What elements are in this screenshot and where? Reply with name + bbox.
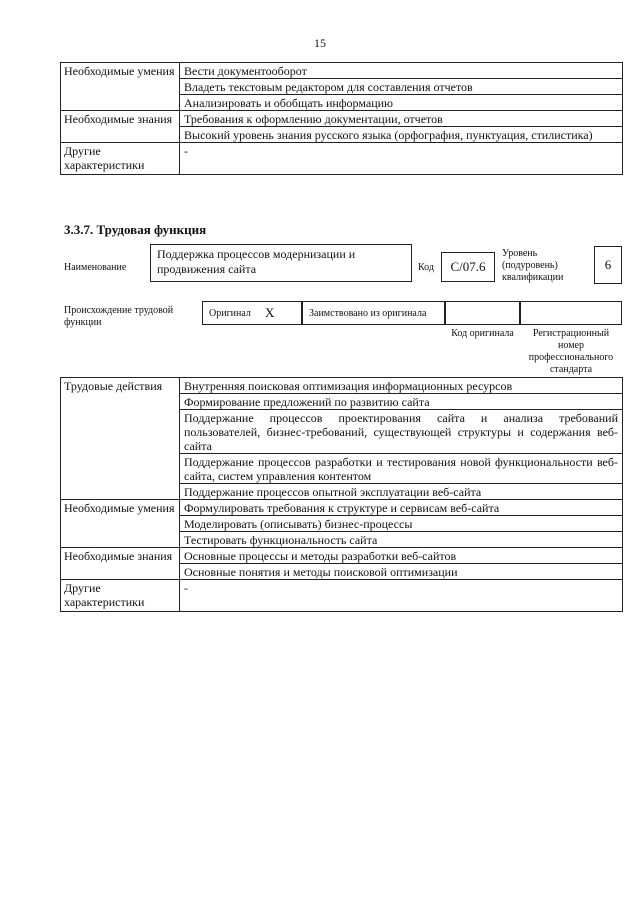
item-cell: Формулировать требования к структуре и сервисам веб-сайта — [180, 500, 623, 516]
item-cell: Внутренняя поисковая оптимизация информационных ресурсов — [180, 378, 623, 394]
table-row — [61, 378, 623, 394]
page-number: 15 — [314, 36, 326, 50]
original-label: Оригинал — [209, 308, 251, 319]
original-box — [202, 301, 302, 325]
code-label: Код — [418, 262, 434, 273]
level-label: Уровень (подуровень) квалификации — [502, 248, 564, 283]
original-mark: X — [265, 305, 275, 320]
function-name-box — [150, 244, 412, 282]
code-original-label: Код оригинала — [451, 328, 514, 339]
category-cell: Другие характеристики — [61, 143, 180, 175]
item-cell: Вести документооборот — [180, 63, 623, 79]
item-cell: Поддержание процессов разработки и тестирования новой функциональности веб-сайта, систем управления контентом — [180, 454, 623, 484]
origin-label: Происхождение трудовой функции — [64, 305, 174, 328]
section-title: 3.3.7. Трудовая функция — [64, 222, 207, 237]
item-cell: Моделировать (описывать) бизнес-процессы — [180, 516, 623, 532]
category-cell: Трудовые действия — [61, 378, 180, 500]
code-original-box — [445, 301, 520, 325]
category-cell: Другие характеристики — [61, 580, 180, 612]
item-cell: Требования к оформлению документации, отчетов — [180, 111, 623, 127]
item-cell: Высокий уровень знания русского языка (орфография, пунктуация, стилистика) — [180, 127, 623, 143]
code-box — [441, 252, 495, 282]
table-row — [61, 63, 623, 79]
reg-number-label: Регистрационный номер профессионального стандарта — [528, 328, 614, 375]
name-label: Наименование — [64, 262, 127, 273]
category-cell: Необходимые умения — [61, 63, 180, 111]
table-row — [61, 500, 623, 516]
function-name-value: Поддержка процессов модернизации и продвижения сайта — [157, 247, 356, 276]
table-row — [61, 111, 623, 127]
table-row — [61, 548, 623, 564]
reg-number-box — [520, 301, 622, 325]
item-cell: - — [180, 580, 623, 612]
category-cell: Необходимые знания — [61, 548, 180, 580]
item-cell: Поддержание процессов проектирования сайта и анализа требований пользователей, бизнес-требований, существующей структуры и содержания веб-сайта — [180, 410, 623, 454]
level-box — [594, 246, 622, 284]
item-cell: Основные процессы и методы разработки веб-сайтов — [180, 548, 623, 564]
borrowed-label: Заимствовано из оригинала — [309, 308, 427, 319]
category-cell: Необходимые умения — [61, 500, 180, 548]
category-cell: Необходимые знания — [61, 111, 180, 143]
requirements-table-bottom — [60, 377, 623, 612]
item-cell: Владеть текстовым редактором для составления отчетов — [180, 79, 623, 95]
table-row — [61, 143, 623, 175]
borrowed-box — [302, 301, 445, 325]
level-value: 6 — [604, 257, 612, 272]
item-cell: - — [180, 143, 623, 175]
item-cell: Тестировать функциональность сайта — [180, 532, 623, 548]
table-row — [61, 580, 623, 612]
code-value: C/07.6 — [450, 259, 486, 274]
item-cell: Поддержание процессов опытной эксплуатации веб-сайта — [180, 484, 623, 500]
requirements-table-top — [60, 62, 623, 175]
item-cell: Основные понятия и методы поисковой оптимизации — [180, 564, 623, 580]
item-cell: Анализировать и обобщать информацию — [180, 95, 623, 111]
item-cell: Формирование предложений по развитию сайта — [180, 394, 623, 410]
